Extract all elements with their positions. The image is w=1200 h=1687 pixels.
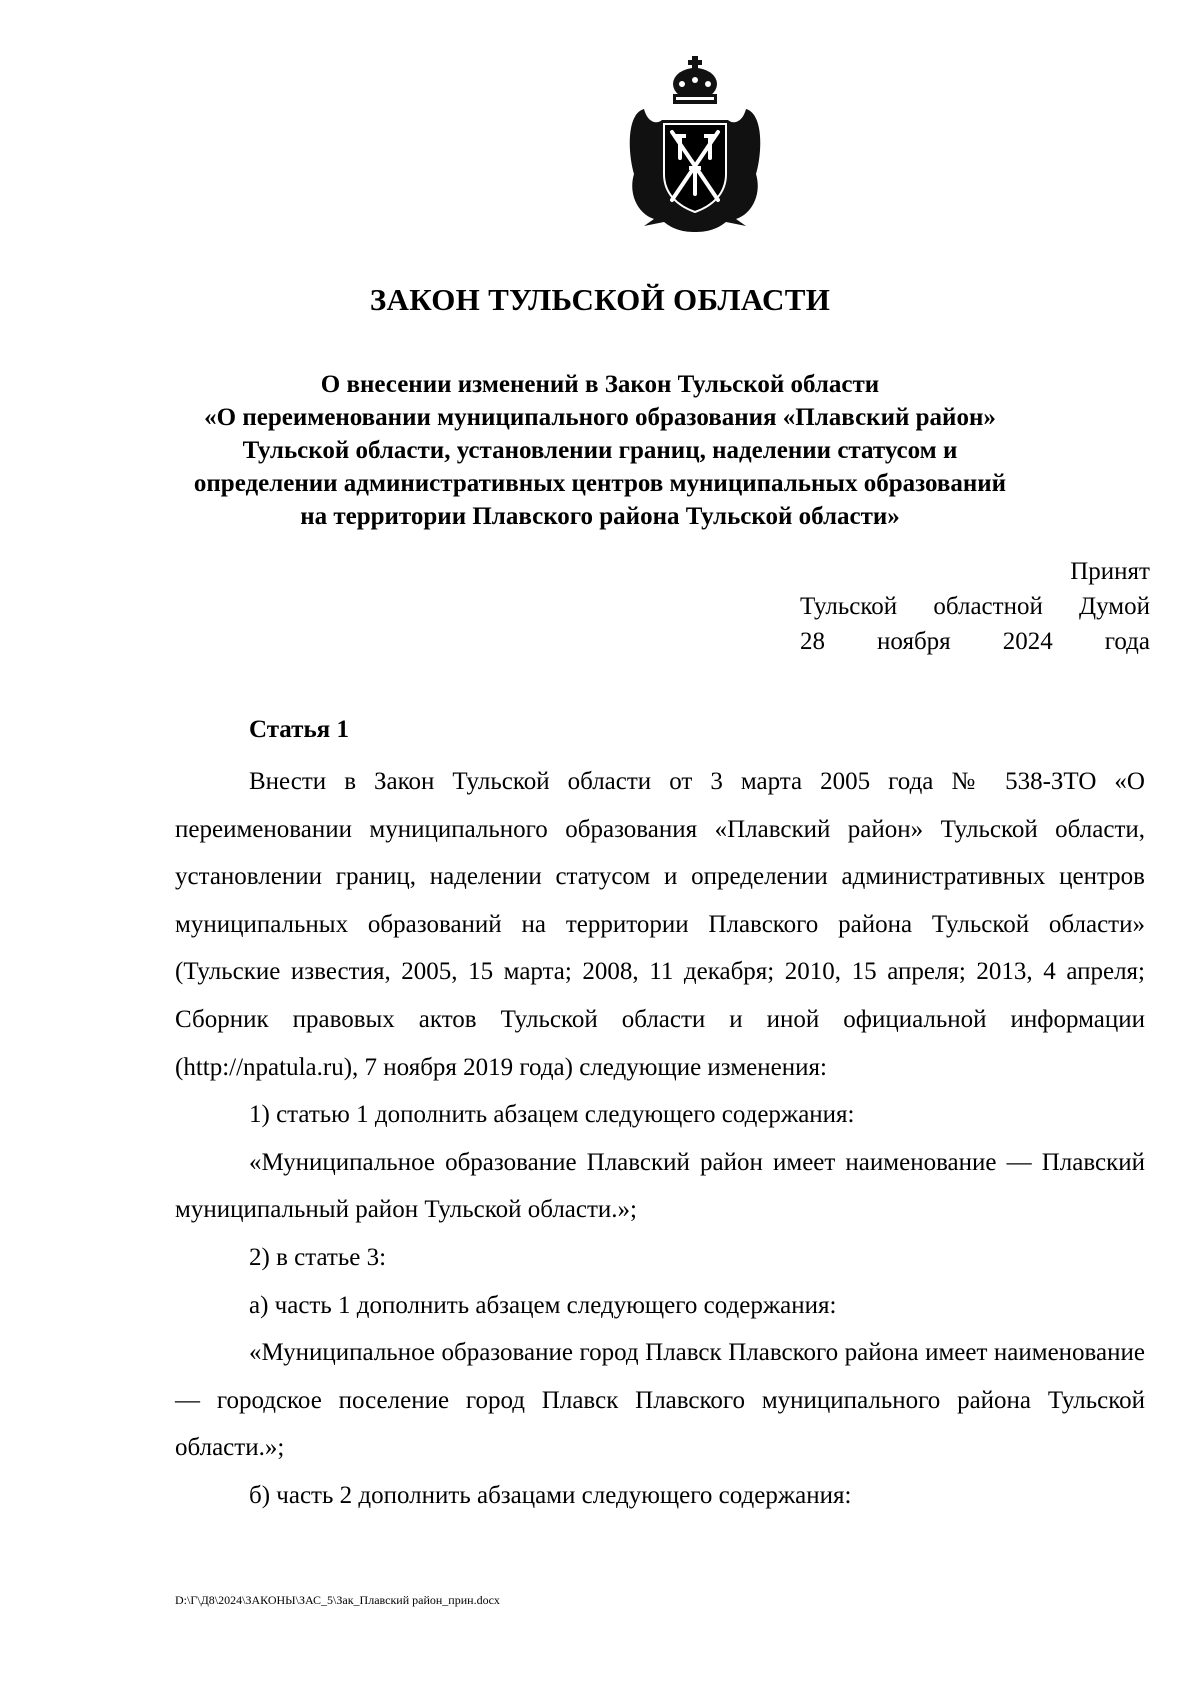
coat-of-arms-emblem bbox=[624, 54, 766, 234]
subtitle-line: «О переименовании муниципального образования «Плавский район» bbox=[204, 404, 996, 431]
adoption-month: ноября bbox=[877, 628, 951, 655]
article-paragraph: «Муниципальное образование Плавский район имеет наименование — Плавский муниципальный район Тульской области.»; bbox=[175, 1148, 1145, 1224]
article-paragraph: б) часть 2 дополнить абзацами следующего содержания: bbox=[249, 1481, 852, 1509]
article-paragraph: «Муниципальное образование город Плавск Плавского района имеет наименование — городское поселение город Плавск Плавского муниципального района Тульской области.»; bbox=[175, 1339, 1145, 1462]
adopted-label: Принят bbox=[1070, 558, 1150, 585]
article-paragraph: Внести в Закон Тульской области от 3 марта 2005 года № 538-ЗТО «О переименовании муниципального образования «Плавский район» Тульской области, установлении границ, наделении статусом и определении административных центров муниципальных образований на территории Плавского района Тульской области» (Тульские известия, 2005, 15 марта; 2008, 11 декабря; 2010, 15 апреля; 2013, 4 апреля; Сборник правовых актов Тульской области и иной официальной информации (http://npatula.ru), 7 ноября 2019 года) следующие изменения: bbox=[175, 768, 1145, 1081]
adopted-by-word: Тульской bbox=[800, 593, 898, 620]
file-path-footer: D:\Г\Д8\2024\ЗАКОНЫ\ЗАС_5\Зак_Плавский район_прин.docx bbox=[175, 1593, 500, 1607]
adoption-year: 2024 bbox=[1002, 628, 1053, 655]
adoption-block bbox=[800, 554, 1150, 659]
adopted-by-word: областной bbox=[933, 593, 1043, 620]
tula-region-coat-of-arms-icon bbox=[624, 54, 766, 234]
adoption-date bbox=[800, 624, 1150, 659]
article-body bbox=[175, 758, 1145, 1520]
article-heading: Статья 1 bbox=[249, 716, 349, 743]
article-paragraph: а) часть 1 дополнить абзацем следующего содержания: bbox=[249, 1291, 837, 1319]
subtitle-line: на территории Плавского района Тульской области» bbox=[300, 503, 900, 530]
article-paragraph: 1) статью 1 дополнить абзацем следующего содержания: bbox=[249, 1101, 855, 1129]
subtitle-line: Тульской области, установлении границ, наделении статусом и bbox=[242, 437, 958, 464]
document-title: ЗАКОН ТУЛЬСКОЙ ОБЛАСТИ bbox=[369, 282, 831, 317]
adoption-day: 28 bbox=[800, 628, 825, 655]
adoption-year-word: года bbox=[1104, 628, 1150, 655]
law-subtitle bbox=[150, 368, 1050, 533]
article-paragraph: 2) в статье 3: bbox=[249, 1243, 387, 1271]
subtitle-line: О внесении изменений в Закон Тульской области bbox=[320, 371, 880, 398]
adopted-by bbox=[800, 589, 1150, 624]
adopted-by-word: Думой bbox=[1079, 593, 1150, 620]
subtitle-line: определении административных центров муниципальных образований bbox=[193, 470, 1007, 497]
